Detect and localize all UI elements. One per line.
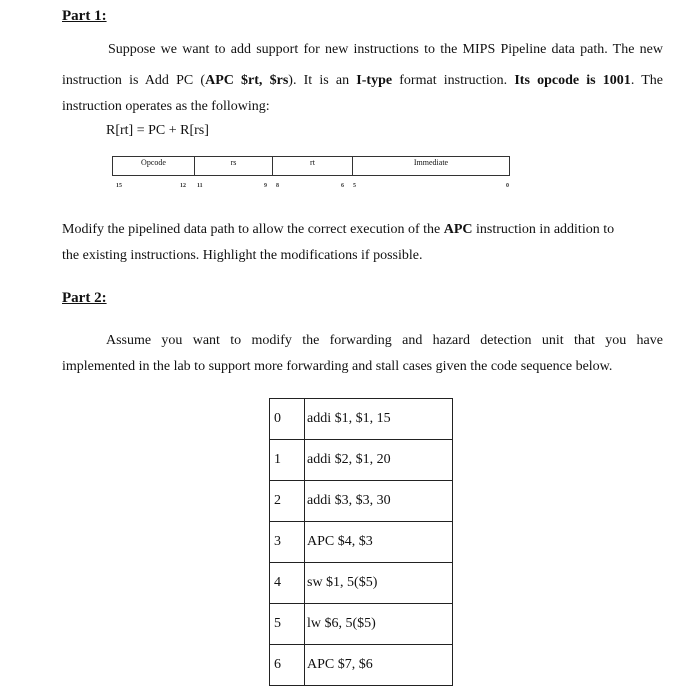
bit-11: 11 bbox=[197, 183, 203, 189]
part1-para1-line1: Suppose we want to add support for new instructions to the MIPS Pipeline data path. The new bbox=[108, 42, 663, 57]
apc-syntax: APC $rt, $rs bbox=[205, 73, 289, 88]
field-opcode bbox=[113, 157, 195, 175]
field-immediate bbox=[353, 157, 509, 175]
code-instruction: addi $1, $1, 15 bbox=[305, 399, 453, 440]
part1-heading: Part 1: bbox=[62, 8, 107, 24]
code-instruction: APC $4, $3 bbox=[305, 522, 453, 563]
text-span: instruction in addition to bbox=[472, 222, 615, 237]
code-table bbox=[269, 398, 453, 686]
code-instruction: APC $7, $6 bbox=[305, 645, 453, 686]
code-instruction: addi $2, $1, 20 bbox=[305, 440, 453, 481]
field-label: rt bbox=[310, 158, 315, 167]
bit-8: 8 bbox=[276, 183, 279, 189]
bit-15: 15 bbox=[116, 183, 122, 189]
text-span: format instruction. bbox=[392, 73, 515, 88]
code-index: 5 bbox=[270, 604, 305, 645]
text-span: Modify the pipelined data path to allow the correct execution of the bbox=[62, 222, 444, 237]
part1-para2-line2: the existing instructions. Highlight the modifications if possible. bbox=[62, 248, 423, 263]
bit-6: 6 bbox=[341, 183, 344, 189]
apc-label: APC bbox=[443, 222, 473, 237]
bit-5: 5 bbox=[353, 183, 356, 189]
part1-para1-line2 bbox=[62, 68, 663, 93]
code-index: 2 bbox=[270, 481, 305, 522]
field-label: rs bbox=[230, 158, 237, 167]
text-span: . The bbox=[630, 73, 664, 88]
code-index: 6 bbox=[270, 645, 305, 686]
code-index: 4 bbox=[270, 563, 305, 604]
part2-para-line1: Assume you want to modify the forwarding and hazard detection unit that you have bbox=[106, 333, 663, 348]
table-row bbox=[270, 563, 453, 604]
part2-para-line2: implemented in the lab to support more forwarding and stall cases given the code sequence below. bbox=[62, 359, 613, 374]
code-instruction: addi $3, $3, 30 bbox=[305, 481, 453, 522]
code-index: 3 bbox=[270, 522, 305, 563]
table-row bbox=[270, 645, 453, 686]
bit-0: 0 bbox=[506, 183, 509, 189]
table-row bbox=[270, 522, 453, 563]
part2-heading: Part 2: bbox=[62, 290, 107, 306]
opcode-label: Its opcode is 1001 bbox=[514, 73, 631, 88]
code-index: 0 bbox=[270, 399, 305, 440]
itype-label: I-type bbox=[356, 73, 393, 88]
table-row bbox=[270, 440, 453, 481]
instruction-format bbox=[112, 156, 510, 176]
text-span: ). It is an bbox=[288, 73, 357, 88]
field-label: Opcode bbox=[141, 158, 166, 167]
table-row bbox=[270, 604, 453, 645]
field-rs bbox=[195, 157, 273, 175]
table-row bbox=[270, 481, 453, 522]
table-row bbox=[270, 399, 453, 440]
code-index: 1 bbox=[270, 440, 305, 481]
field-label: Immediate bbox=[413, 158, 449, 167]
code-instruction: sw $1, 5($5) bbox=[305, 563, 453, 604]
formula: R[rt] = PC + R[rs] bbox=[106, 123, 209, 138]
bit-9: 9 bbox=[264, 183, 267, 189]
code-instruction: lw $6, 5($5) bbox=[305, 604, 453, 645]
field-rt bbox=[273, 157, 353, 175]
part1-para2-line1 bbox=[62, 217, 614, 242]
text-span: instruction is Add PC ( bbox=[62, 73, 206, 88]
bit-12: 12 bbox=[180, 183, 186, 189]
part1-para1-line3: instruction operates as the following: bbox=[62, 99, 270, 114]
